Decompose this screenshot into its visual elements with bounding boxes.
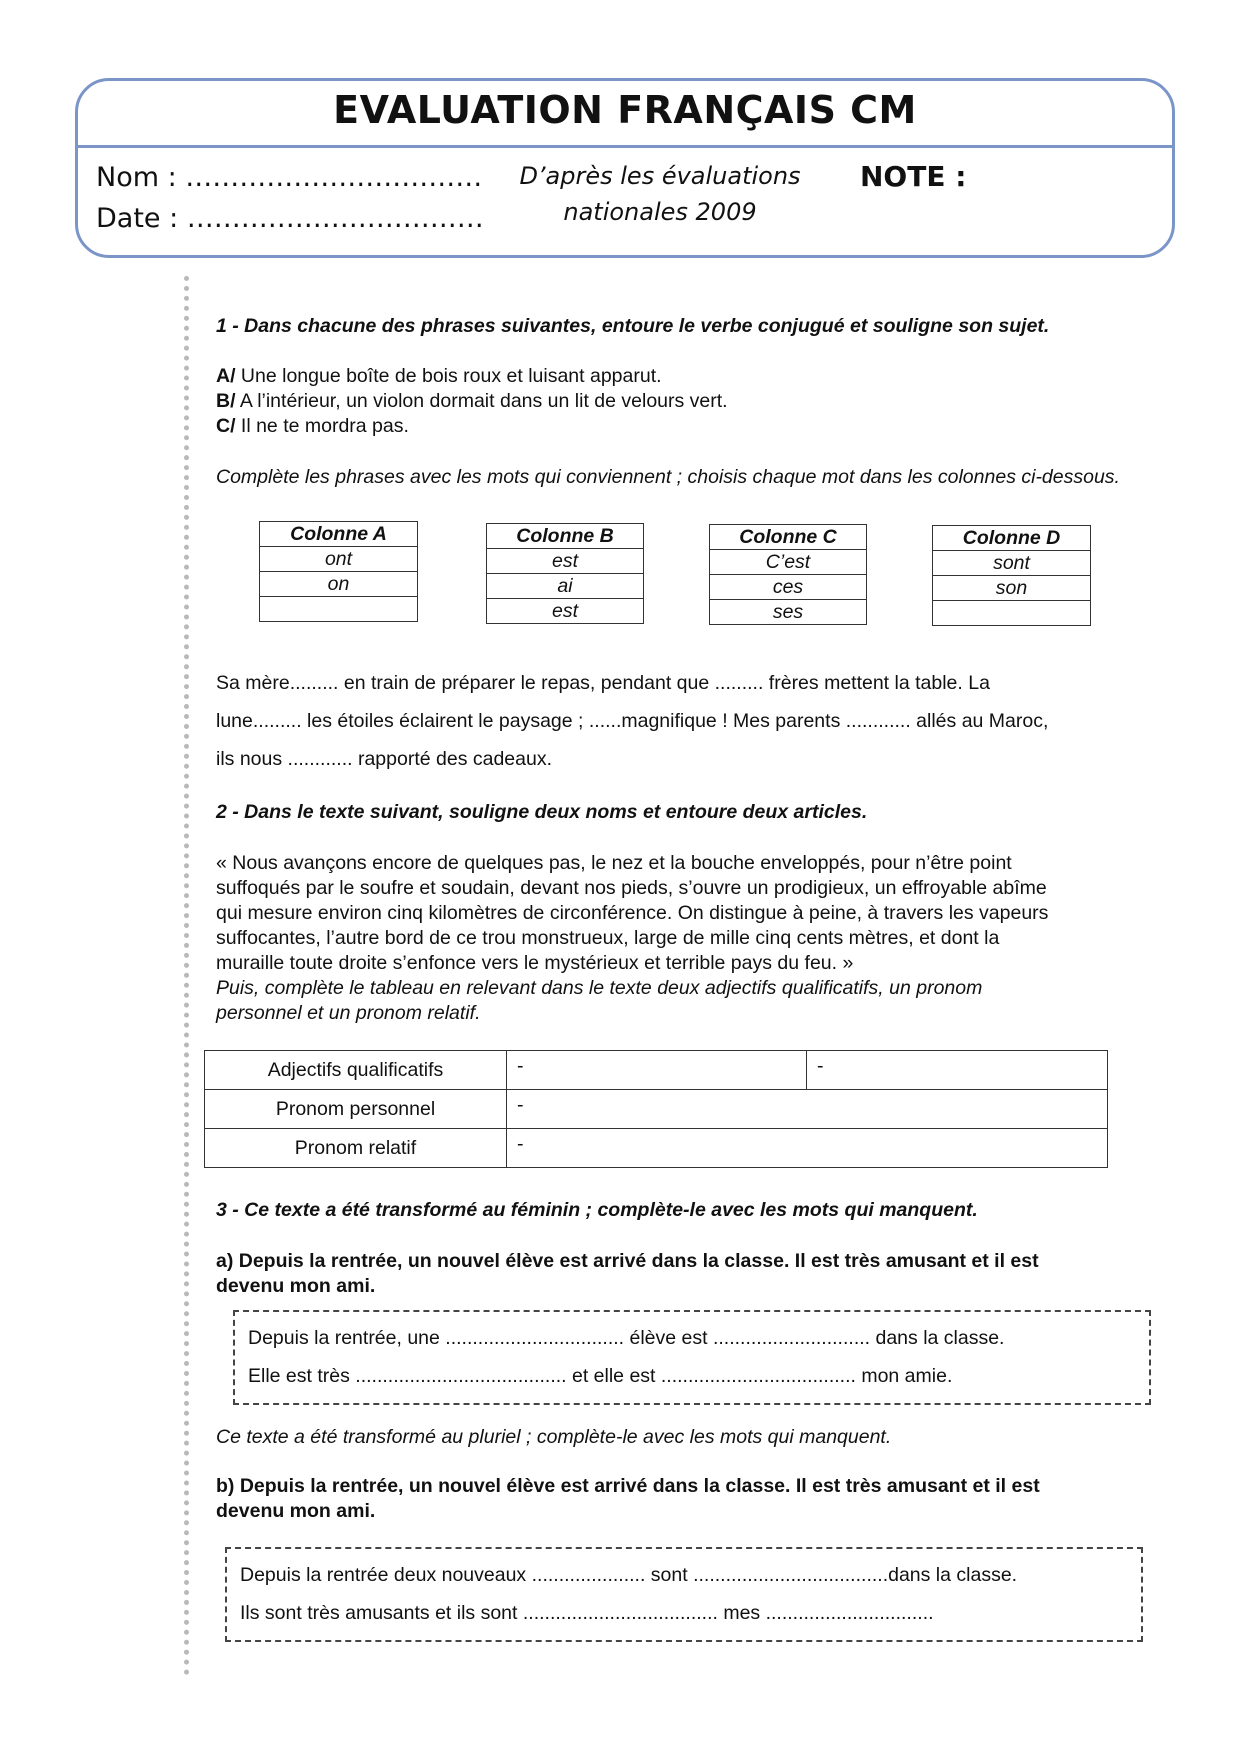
column-d-word — [933, 601, 1091, 626]
column-b-word: est — [487, 599, 644, 624]
ex3-plural-instruction: Ce texte a été transformé au pluriel ; complète-le avec les mots qui manquent. — [216, 1426, 892, 1448]
grammar-row-label: Adjectifs qualificatifs — [205, 1051, 507, 1090]
ex3-b-answer-text — [240, 1556, 1017, 1632]
column-a-word: on — [260, 572, 418, 597]
ex3-a-prompt-line: devenu mon ami. — [216, 1275, 376, 1297]
column-d-header: Colonne D — [933, 526, 1091, 551]
ex2-passage-line: suffoqués par le soufre et soudain, devant nos pieds, s’ouvre un prodigieux, un effroyable abîme — [216, 877, 1047, 899]
ex2-passage-line: suffocantes, l’autre bord de ce trou monstrueux, large de mille cinq cents mètres, et dont la — [216, 927, 1000, 949]
grammar-row-label: Pronom personnel — [205, 1090, 507, 1129]
date-field: Date : …………………………… — [96, 203, 484, 234]
source-line-2: nationales 2009 — [563, 198, 757, 226]
column-d-table — [932, 525, 1091, 626]
ex3-question: 3 - Ce texte a été transformé au féminin ; complète-le avec les mots qui manquent. — [216, 1199, 978, 1221]
column-b-word: ai — [487, 574, 644, 599]
source-note — [495, 158, 825, 230]
ex1-fill-line: ils nous ............ rapporté des cadeaux. — [216, 748, 553, 770]
header-divider — [76, 145, 1174, 148]
answer-cell[interactable]: - — [507, 1090, 1108, 1129]
page-title: EVALUATION FRANÇAIS CM — [333, 88, 917, 132]
ex3-b-prompt-line: b) Depuis la rentrée, un nouvel élève est arrivé dans la classe. Il est très amusant et il est — [216, 1475, 1040, 1497]
note-label: NOTE : — [860, 160, 967, 193]
answer-cell[interactable]: - — [507, 1051, 807, 1090]
ex2-passage — [216, 851, 1048, 1026]
grammar-table — [204, 1050, 1108, 1168]
ex3-a-answer-line: Elle est très ....................................... et elle est .................................... mon amie. — [248, 1365, 953, 1387]
column-a-table — [259, 521, 418, 622]
ex1-question: 1 - Dans chacune des phrases suivantes, entoure le verbe conjugué et souligne son sujet. — [216, 315, 1050, 337]
ex2-passage-line: muraille toute droite s’enfonce vers le mystérieux et terrible pays du feu. » — [216, 952, 854, 974]
column-c-word: ses — [710, 600, 867, 625]
margin-dotted-line — [184, 276, 189, 1676]
column-a-header: Colonne A — [260, 522, 418, 547]
ex3-a-answer-text — [248, 1319, 1004, 1395]
ex1-fill-line: Sa mère......... en train de préparer le repas, pendant que ......... frères mettent la table. La — [216, 672, 990, 694]
column-a-word: ont — [260, 547, 418, 572]
ex3-b-answer-line: Ils sont très amusants et ils sont .................................... mes ............................... — [240, 1602, 934, 1624]
ex2-passage-line: qui mesure environ cinq kilomètres de circonférence. On distingue à peine, à travers les vapeurs — [216, 902, 1049, 924]
ex2-instruction-line: personnel et un pronom relatif. — [216, 1002, 481, 1024]
ex1-instruction: Complète les phrases avec les mots qui conviennent ; choisis chaque mot dans les colonnes ci-dessous. — [216, 466, 1120, 488]
column-b-header: Colonne B — [487, 524, 644, 549]
ex2-question: 2 - Dans le texte suivant, souligne deux noms et entoure deux articles. — [216, 801, 868, 823]
answer-cell[interactable]: - — [507, 1129, 1108, 1168]
ex3-a-prompt-line: a) Depuis la rentrée, un nouvel élève est arrivé dans la classe. Il est très amusant et il est — [216, 1250, 1039, 1272]
ex1-sentence-b: B/ A l’intérieur, un violon dormait dans un lit de velours vert. — [216, 390, 728, 412]
ex1-sentence-a: A/ Une longue boîte de bois roux et luisant apparut. — [216, 365, 662, 387]
ex2-instruction-line: Puis, complète le tableau en relevant dans le texte deux adjectifs qualificatifs, un pronom — [216, 977, 983, 999]
source-line-1: D’après les évaluations — [519, 162, 801, 190]
ex3-b-prompt-line: devenu mon ami. — [216, 1500, 376, 1522]
name-field: Nom : …………………………… — [96, 162, 483, 193]
ex1-sentence-list — [216, 364, 728, 439]
answer-cell[interactable]: - — [807, 1051, 1108, 1090]
column-a-word — [260, 597, 418, 622]
column-c-table — [709, 524, 867, 625]
column-c-word: C’est — [710, 550, 867, 575]
ex1-fill-text — [216, 664, 1048, 778]
column-d-word: sont — [933, 551, 1091, 576]
ex3-b-prompt — [216, 1474, 1040, 1524]
ex3-b-answer-line: Depuis la rentrée deux nouveaux ..................... sont ....................................dans la classe. — [240, 1564, 1018, 1586]
ex1-sentence-c: C/ Il ne te mordra pas. — [216, 415, 409, 437]
ex3-a-prompt — [216, 1249, 1039, 1299]
column-b-table — [486, 523, 644, 624]
column-c-header: Colonne C — [710, 525, 867, 550]
column-c-word: ces — [710, 575, 867, 600]
grammar-row-label: Pronom relatif — [205, 1129, 507, 1168]
ex1-fill-line: lune......... les étoiles éclairent le paysage ; ......magnifique ! Mes parents ............ allés au Maroc, — [216, 710, 1049, 732]
column-d-word: son — [933, 576, 1091, 601]
column-b-word: est — [487, 549, 644, 574]
ex2-passage-line: « Nous avançons encore de quelques pas, le nez et la bouche enveloppés, pour n’être point — [216, 852, 1012, 874]
ex3-a-answer-line: Depuis la rentrée, une ................................. élève est ............................. dans la classe. — [248, 1327, 1005, 1349]
